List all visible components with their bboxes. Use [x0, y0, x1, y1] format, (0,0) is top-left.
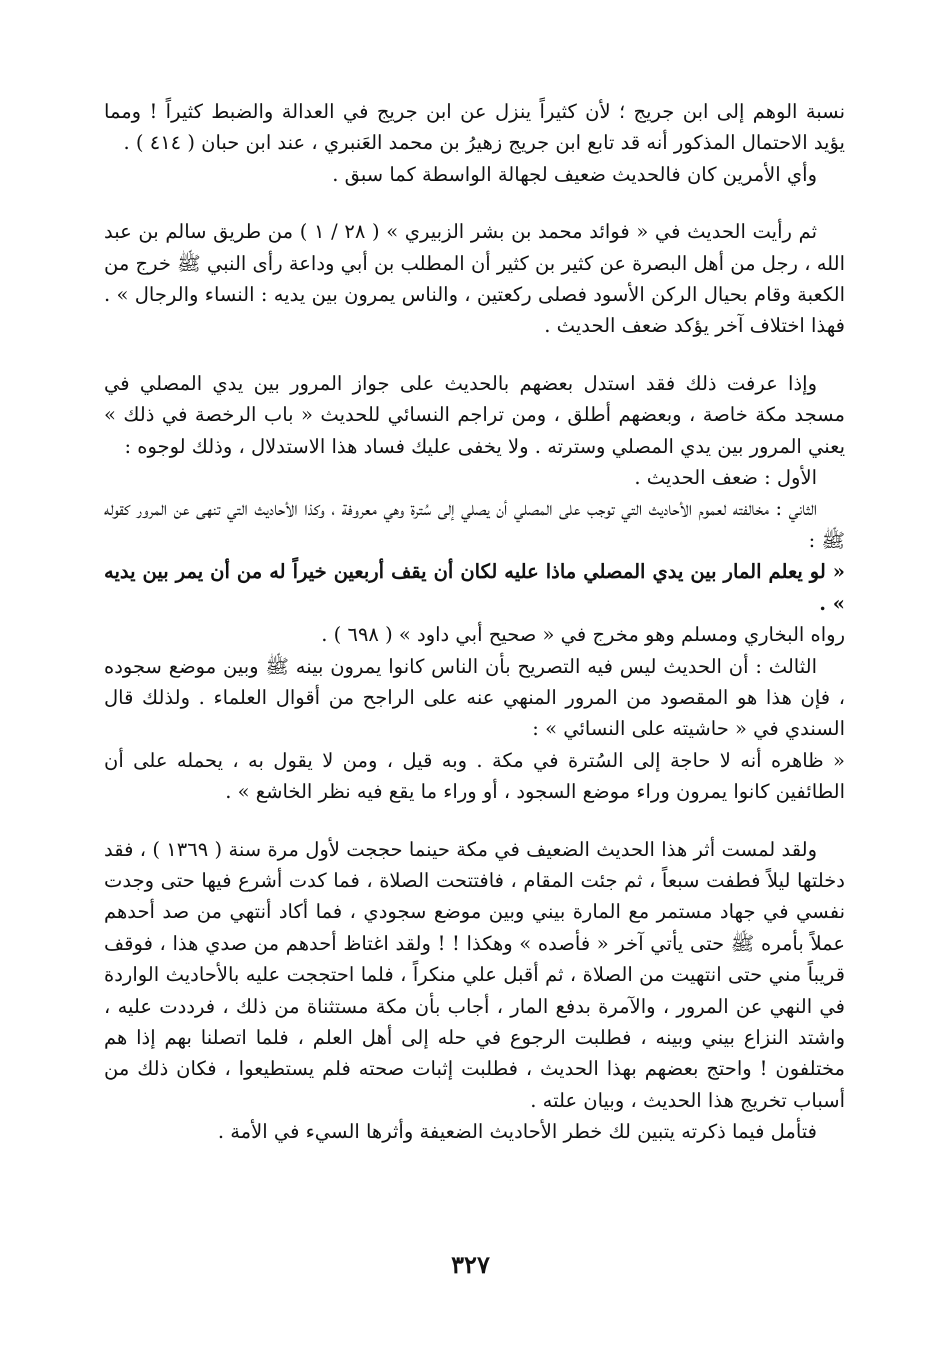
- point-first: الأول : ضعف الحديث .: [634, 466, 817, 490]
- paragraph-1: نسبة الوهم إلى ابن جريج ؛ لأن كثيراً ينزل عن ابن جريج في العدالة والضبط كثيراً ! ومما يؤيد الاحتمال المذكور أنه قد تابع ابن جريج زهيرُ بن محمد العَنبري ، عند ابن حبان ( ٤١٤ ) .: [104, 100, 845, 155]
- body-text: [104, 96, 845, 1148]
- hadith-quote: « لو يعلم المار بين يدي المصلي ماذا عليه لكان أن يقف أربعين خيراً له من أن يمر بين يديه » .: [104, 560, 845, 615]
- point-second: الثاني : مخالفته لعموم الأحاديث التي توجب على المصلي أن يصلي إلى سُترة وهي معروفة ، وكذا الأحاديث التي تنهى عن المرور كقوله ﷺ :: [104, 497, 845, 552]
- paragraph-2: وأي الأمرين كان فالحديث ضعيف لجهالة الواسطة كما سبق .: [332, 162, 817, 186]
- hadith-reference: رواه البخاري ومسلم وهو مخرج في « صحيح أبي داود » ( ٦٩٨ ) .: [321, 623, 845, 647]
- paragraph-4: وإذا عرفت ذلك فقد استدل بعضهم بالحديث على جواز المرور بين يدي المصلي في مسجد مكة خاصة ، وبعضهم أطلق ، ومن تراجم النسائي للحديث « باب الرخصة في ذلك » يعني المرور بين يدي المصلي وسترته . ولا يخفى عليك فساد هذا الاستدلال ، وذلك لوجوه :: [104, 371, 845, 458]
- point-third: الثالث : أن الحديث ليس فيه التصريح بأن الناس كانوا يمرون بينه ﷺ وبين موضع سجوده ، فإن هذا هو المقصود من المرور المنهي عنه على الراجح من أقوال العلماء . ولذلك قال السندي في « حاشيته على النسائي » :: [104, 654, 845, 741]
- paragraph-conclusion: فتأمل فيما ذكرته يتبين لك خطر الأحاديث الضعيفة وأثرها السيء في الأمة .: [217, 1120, 817, 1144]
- paragraph-3: ثم رأيت الحديث في « فوائد محمد بن بشر الزبيري » ( ٢٨ / ١ ) من طريق سالم بن عبد الله ، رجل من أهل البصرة عن كثير بن كثير أن المطلب بن أبي وداعة رأى النبي ﷺ خرج من الكعبة وقام بحيال الركن الأسود فصلى ركعتين ، والناس يمرون بين يديه : النساء والرجال » . فهذا اختلاف آخر يؤكد ضعف الحديث .: [104, 220, 845, 338]
- sindi-quote: « ظاهره أنه لا حاجة إلى السُترة في مكة . وبه قيل ، ومن لا يقول به ، يحمله على أن الطائفين كانوا يمرون وراء موضع السجود ، أو وراء ما يقع فيه نظر الخاشع » .: [104, 748, 845, 804]
- page-number: ٣٢٧: [451, 1250, 490, 1279]
- paragraph-personal-story: ولقد لمست أثر هذا الحديث الضعيف في مكة حينما حججت لأول مرة سنة ( ١٣٦٩ ) ، فقد دخلتها ليلاً فطفت سبعاً ، ثم جئت المقام ، فافتتحت الصلاة ، فما كدت أشرع فيها حتى وجدت نفسي في جهاد مستمر مع المارة بيني وبين موضع سجودي ، فما أكاد أنتهي من صد أحدهم عملاً بأمره ﷺ حتى يأتي آخر « فأصده » وهكذا ! ! ولقد اغتاظ أحدهم من صدي هذا ، فوقف قريباً مني حتى انتهيت من الصلاة ، ثم أقبل علي منكراً ، فلما احتججت عليه بالأحاديث الواردة في النهي عن المرور ، والآمرة بدفع المار ، أجاب بأن مكة مستثناة من ذلك ، فرددت عليه ، واشتد النزاع بيني وبينه ، فطلبت الرجوع في حله إلى أهل العلم ، فلما اتصلنا بهم إذا هم مختلفون ! واحتج بعضهم بهذا الحديث ، فطلبت إثبات صحته فلم يستطيعوا ، فكان ذلك من أسباب تخريج هذا الحديث ، وبيان علته .: [104, 837, 845, 1112]
